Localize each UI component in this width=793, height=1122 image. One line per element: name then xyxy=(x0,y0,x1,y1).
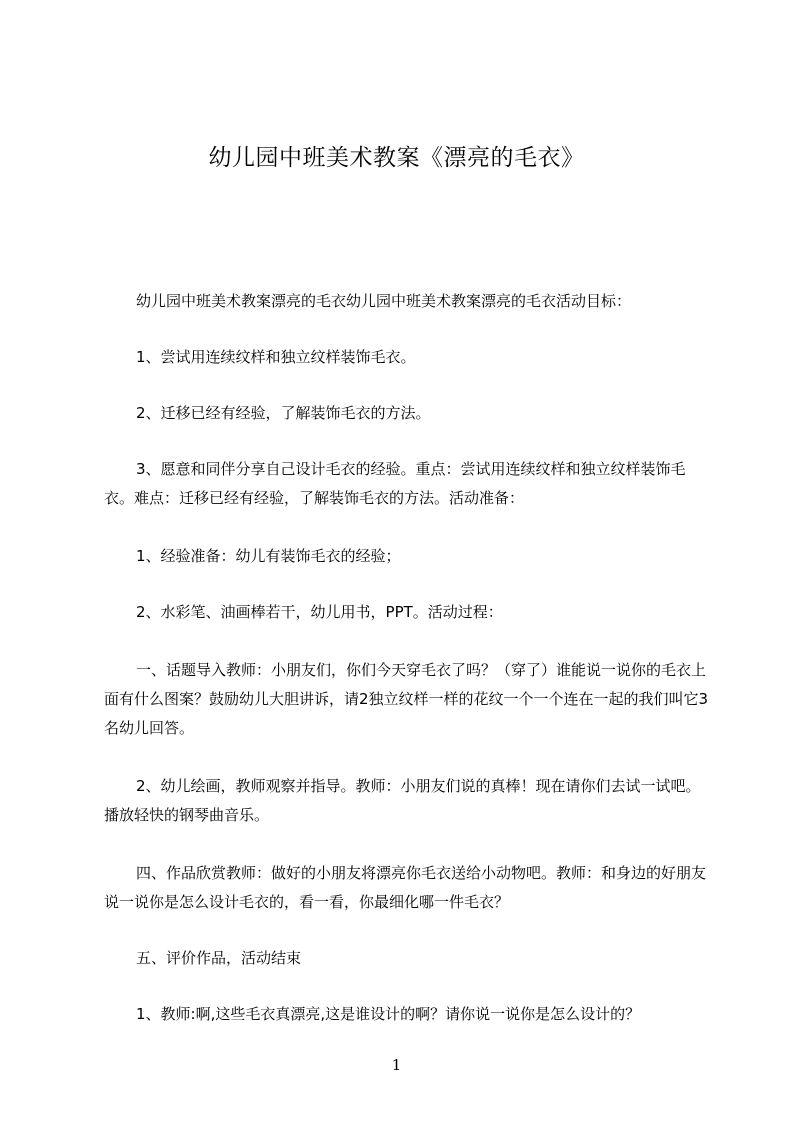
paragraph-goal-3: 3、愿意和同伴分享自己设计毛衣的经验。重点：尝试用连续纹样和独立纹样装饰毛衣。难点：迁移已经有经验，了解装饰毛衣的方法。活动准备： xyxy=(104,460,686,507)
paragraph-step-intro: 一、话题导入教师：小朋友们，你们今天穿毛衣了吗？（穿了）谁能说一说你的毛衣上面有什么图案？鼓励幼儿大胆讲诉，请2独立纹样一样的花纹一个一个连在一起的我们叫它3名幼儿回答。 xyxy=(104,661,709,737)
paragraph-step-drawing: 2、幼儿绘画，教师观察并指导。教师：小朋友们说的真棒！现在请你们去试一试吧。播放轻快的钢琴曲音乐。 xyxy=(104,777,701,824)
paragraph-goal-2: 2、迁移已经有经验，了解装饰毛衣的方法。 xyxy=(136,404,431,422)
paragraph-step-evaluation: 五、评价作品，活动结束 xyxy=(136,949,302,967)
document-title: 幼儿园中班美术教案《漂亮的毛衣》 xyxy=(208,145,585,171)
paragraph-teacher-question: 1、教师:啊,这些毛衣真漂亮,这是谁设计的啊？请你说一说你是怎么设计的？ xyxy=(136,1005,641,1023)
paragraph-prep-2: 2、水彩笔、油画棒若干，幼儿用书，PPT。活动过程： xyxy=(136,603,503,621)
paragraph-intro: 幼儿园中班美术教案漂亮的毛衣幼儿园中班美术教案漂亮的毛衣活动目标： xyxy=(136,292,632,310)
paragraph-prep-1: 1、经验准备：幼儿有装饰毛衣的经验； xyxy=(136,547,401,565)
page-number: 1 xyxy=(391,1056,402,1074)
paragraph-goal-1: 1、尝试用连续纹样和独立纹样装饰毛衣。 xyxy=(136,348,416,366)
document-body xyxy=(104,287,714,1029)
paragraph-step-appreciation: 四、作品欣赏教师：做好的小朋友将漂亮你毛衣送给小动物吧。教师：和身边的好朋友说一说你是怎么设计毛衣的，看一看，你最细化哪一件毛衣？ xyxy=(104,864,707,911)
